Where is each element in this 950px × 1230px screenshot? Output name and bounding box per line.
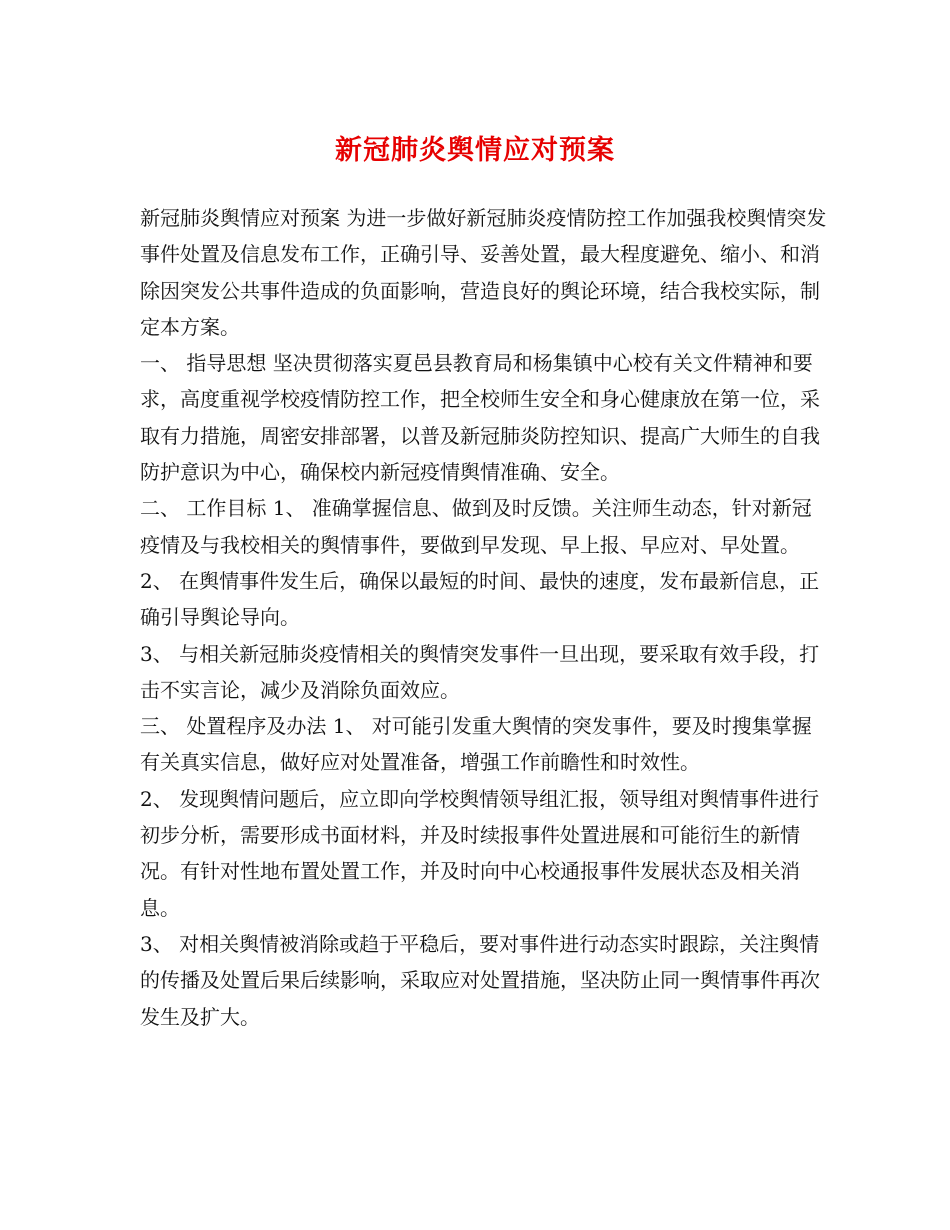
paragraph-section-3: 三、 处置程序及办法 1、 对可能引发重大舆情的突发事件，要及时搜集掌握有关真实信息，做好应对处置准备，增强工作前瞻性和时效性。 [140, 714, 812, 775]
paragraph-section-2-item-2: 2、 在舆情事件发生后，确保以最短的时间、最快的速度，发布最新信息，正确引导舆论导向。 [140, 568, 820, 630]
paragraph-section-3-item-3: 3、 对相关舆情被消除或趋于平稳后，要对事件进行动态实时跟踪，关注舆情的传播及处置后果后续影响，采取应对处置措施，坚决防止同一舆情事件再次发生及扩大。 [140, 931, 820, 1029]
paragraph-section-2: 二、 工作目标 1、 准确掌握信息、做到及时反馈。关注师生动态，针对新冠疫情及与我校相关的舆情事件，要做到早发现、早上报、早应对、早处置。 [140, 496, 812, 557]
paragraph-section-1: 一、 指导思想 坚决贯彻落实夏邑县教育局和杨集镇中心校有关文件精神和要求，高度重视学校疫情防控工作，把全校师生安全和身心健康放在第一位，采取有力措施，周密安排部署，以普及新冠肺炎防控知识、提高广大师生的自我防护意识为中心，确保校内新冠疫情舆情准确、安全。 [140, 351, 820, 485]
document-title: 新冠肺炎舆情应对预案 [335, 135, 615, 166]
paragraph-intro: 新冠肺炎舆情应对预案 为进一步做好新冠肺炎疫情防控工作加强我校舆情突发事件处置及信息发布工作，正确引导、妥善处置，最大程度避免、缩小、和消除因突发公共事件造成的负面影响，营造良好的舆论环境，结合我校实际，制定本方案。 [140, 206, 827, 339]
paragraph-section-3-item-2: 2、 发现舆情问题后，应立即向学校舆情领导组汇报，领导组对舆情事件进行初步分析，需要形成书面材料，并及时续报事件处置进展和可能衍生的新情况。有针对性地布置处置工作，并及时向中心校通报事件发展状态及相关消息。 [140, 786, 820, 920]
paragraph-section-2-item-3: 3、 与相关新冠肺炎疫情相关的舆情突发事件一旦出现，要采取有效手段，打击不实言论，减少及消除负面效应。 [140, 641, 820, 702]
document-body [140, 200, 830, 1035]
